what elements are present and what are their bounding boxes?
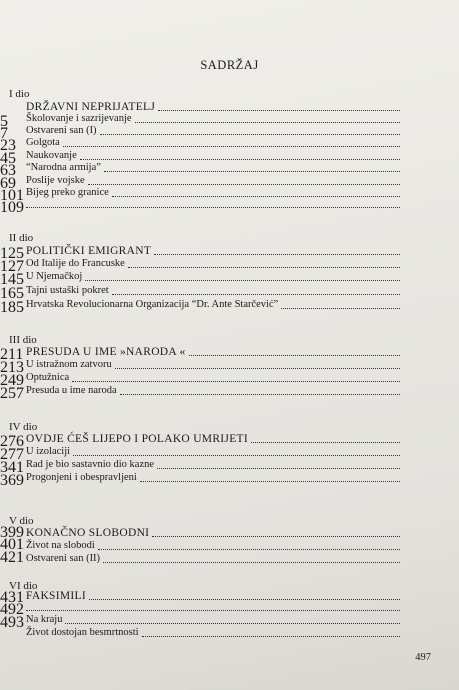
toc-entry	[0, 459, 459, 472]
toc-entry	[0, 446, 459, 459]
toc-page-number: 257	[0, 385, 24, 402]
toc-page-number: 145	[0, 271, 24, 288]
toc-entry	[0, 258, 459, 271]
leader-dots	[158, 110, 400, 111]
toc-entry-title: “Narodna armija”	[26, 162, 101, 173]
toc-page-number: 185	[0, 299, 24, 316]
toc-entry-title: Tajni ustaški pokret	[26, 285, 109, 296]
toc-entry	[0, 527, 459, 540]
toc-page-number: 399	[0, 524, 24, 541]
toc-entry-title: U izolaciji	[26, 446, 71, 457]
toc-entry-title: Od Italije do Francuske	[26, 258, 125, 269]
leader-dots	[80, 159, 400, 160]
toc-page-number: 277	[0, 446, 24, 463]
toc-entry-title: Golgota	[26, 137, 60, 148]
toc-entry-title: Naukovanje	[26, 150, 77, 161]
leader-dots	[112, 196, 400, 197]
toc-entry-title: Bijeg preko granice	[26, 187, 109, 198]
leader-dots	[281, 308, 400, 309]
leader-dots	[128, 267, 400, 268]
toc-entry	[0, 137, 459, 150]
toc-page-number: 165	[0, 285, 24, 302]
leader-dots	[189, 355, 400, 356]
toc-page-number: 401	[0, 536, 24, 553]
toc-entry	[0, 601, 459, 614]
toc-page-number: 69	[0, 175, 16, 192]
toc-page-number: 421	[0, 549, 24, 566]
leader-dots	[63, 146, 400, 147]
toc-page-number: 341	[0, 459, 24, 476]
part-label: V dio	[9, 515, 34, 527]
toc-entry-title: Poslije vojske	[26, 175, 85, 186]
toc-page-number: 101	[0, 187, 24, 204]
toc-page-number: 45	[0, 150, 16, 167]
toc-page-number: 493	[0, 614, 24, 631]
toc-section-heading: DRŽAVNI NEPRIJATELJ	[26, 101, 156, 113]
toc-entry-title: Život na slobodi	[26, 540, 95, 551]
toc-section-heading: POLITIČKI EMIGRANT	[26, 245, 152, 257]
toc-entry	[0, 271, 459, 284]
leader-dots	[115, 368, 400, 369]
part-label: II dio	[9, 232, 34, 244]
leader-dots	[73, 455, 400, 456]
leader-dots	[112, 294, 400, 295]
toc-entry-title: U istražnom zatvoru	[26, 359, 112, 370]
leader-dots	[85, 280, 400, 281]
toc-section-heading: PRESUDA U IME »NARODA «	[26, 346, 186, 358]
leader-dots	[72, 381, 400, 382]
toc-page-number: 249	[0, 372, 24, 389]
toc-entry-title: Život dostojan besmrtnosti	[26, 627, 139, 638]
toc-section-heading: OVDJE ĆEŠ LIJEPO I POLAKO UMRIJETI	[26, 433, 248, 445]
toc-section-heading: KONAČNO SLOBODNI	[26, 527, 150, 539]
leader-dots	[98, 549, 400, 550]
toc-entry	[0, 472, 459, 485]
toc-entry	[0, 553, 459, 566]
leader-dots	[142, 636, 400, 637]
toc-page-number: 23	[0, 137, 16, 154]
toc-page-number: 431	[0, 589, 24, 606]
toc-entry	[0, 198, 459, 211]
toc-page-number: 125	[0, 245, 24, 262]
leader-dots	[88, 184, 400, 185]
leader-dots	[26, 610, 400, 611]
toc-page-number: 369	[0, 472, 24, 489]
toc-entry	[0, 433, 459, 446]
toc-entry	[0, 299, 459, 312]
page-number: 497	[415, 652, 431, 663]
toc-entry	[0, 540, 459, 553]
toc-entry-title: Rad je bio sastavnio dio kazne	[26, 459, 155, 470]
leader-dots	[100, 134, 400, 135]
leader-dots	[154, 254, 400, 255]
toc-entry	[0, 162, 459, 175]
toc-entry-title: Progonjeni i obespravljeni	[26, 472, 137, 483]
leader-dots	[104, 171, 400, 172]
part-label: VI dio	[9, 580, 38, 592]
leader-dots	[120, 394, 400, 395]
toc-entry-title: Optužnica	[26, 372, 70, 383]
toc-entry	[0, 346, 459, 359]
toc-entry-title: Na kraju	[26, 614, 63, 625]
toc-page-number: 211	[0, 346, 24, 363]
leader-dots	[152, 536, 400, 537]
toc-entry	[0, 627, 459, 640]
toc-entry	[0, 385, 459, 398]
leader-dots	[135, 122, 400, 123]
page-title: SADRŽAJ	[200, 58, 259, 72]
toc-page-number: 109	[0, 199, 24, 216]
leader-dots	[89, 599, 400, 600]
toc-entry	[0, 359, 459, 372]
toc-page-number: 5	[0, 113, 8, 130]
toc-entry	[0, 245, 459, 258]
toc-entry-title: Školovanje i sazrijevanje	[26, 113, 132, 124]
leader-dots	[251, 442, 400, 443]
part-label: III dio	[9, 334, 37, 346]
part-label: I dio	[9, 88, 30, 100]
toc-entry	[0, 614, 459, 627]
toc-entry-title: Hrvatska Revolucionarna Organizacija “Dr. Ante Starčević”	[26, 299, 279, 310]
toc-entry-title: Ostvareni san (II)	[26, 553, 101, 564]
toc-page-number: 7	[0, 125, 8, 142]
toc-page-number: 63	[0, 162, 16, 179]
toc-page-number: 276	[0, 433, 24, 450]
toc-entry-title: Ostvareni san (I)	[26, 125, 97, 136]
toc-page-number: 213	[0, 359, 24, 376]
leader-dots	[103, 562, 400, 563]
part-label: IV dio	[9, 421, 38, 433]
toc-page-number: 492	[0, 601, 24, 618]
toc-page-number: 127	[0, 258, 24, 275]
toc-entry-title: U Njemačkoj	[26, 271, 83, 282]
leader-dots	[157, 468, 400, 469]
leader-dots	[26, 207, 400, 208]
toc-entry-title: Presuda u ime naroda	[26, 385, 117, 396]
toc-section-heading: FAKSIMILI	[26, 590, 86, 602]
toc-entry	[0, 285, 459, 298]
leader-dots	[140, 481, 400, 482]
leader-dots	[65, 623, 400, 624]
toc-entry	[0, 372, 459, 385]
